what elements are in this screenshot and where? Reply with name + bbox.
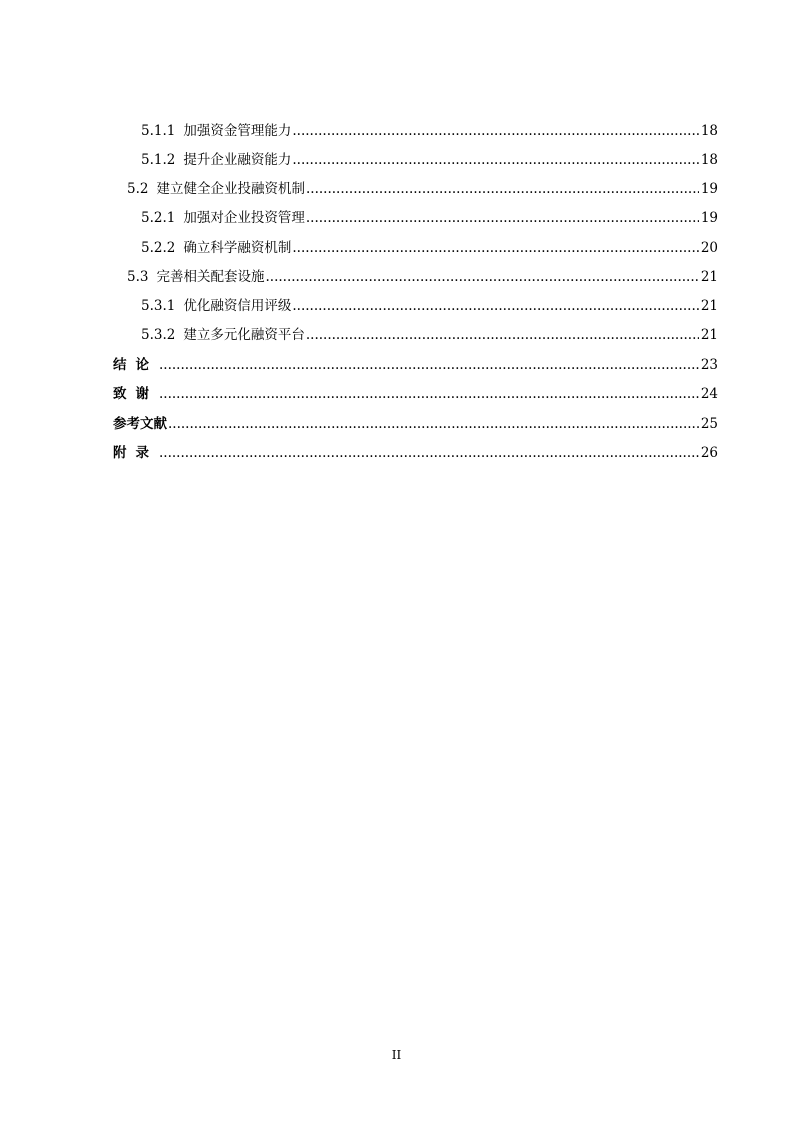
toc-entry-page: 25 [700,416,718,432]
toc-entry-page: 26 [700,445,718,461]
dot-leader [159,443,699,463]
toc-entry-number: 5.2.2 [141,240,176,256]
toc-entry-page: 19 [700,210,718,226]
toc-entry-5-3[interactable] [127,267,718,287]
toc-entry-title: 优化融资信用评级 [183,298,292,314]
toc-entry-5-2-2[interactable] [141,238,718,258]
dot-leader [159,355,699,375]
toc-entry-page: 21 [700,269,718,285]
toc-entry-title: 附录 [113,445,158,461]
toc-entry-5-2-1[interactable] [141,208,718,228]
toc-entry-5-2[interactable] [127,179,718,199]
toc-entry-title: 加强对企业投资管理 [183,210,305,226]
dot-leader [306,179,699,199]
toc-entry-page: 23 [700,357,718,373]
toc-entry-acknowledgements[interactable] [113,384,718,404]
toc-entry-page: 18 [700,123,718,139]
toc-entry-5-1-2[interactable] [141,150,718,170]
toc-entry-number: 5.1.1 [141,123,176,139]
toc-entry-title: 建立多元化融资平台 [183,327,305,343]
dot-leader [306,208,699,228]
toc-entry-page: 21 [700,298,718,314]
toc-entry-page: 19 [700,181,718,197]
toc-entry-number: 5.3.1 [141,298,176,314]
toc-entry-title: 结论 [113,357,158,373]
toc-entry-references[interactable] [113,414,718,434]
toc-entry-page: 18 [700,152,718,168]
dot-leader [292,121,698,141]
toc-entry-appendix[interactable] [113,443,718,463]
dot-leader [265,267,698,287]
dot-leader [168,414,699,434]
toc-entry-page: 24 [700,386,718,402]
toc-entry-conclusion[interactable] [113,355,718,375]
dot-leader [159,384,699,404]
toc-entry-title: 提升企业融资能力 [183,152,292,168]
toc-entry-number: 5.2 [127,181,149,197]
toc-entry-title: 确立科学融资机制 [183,240,292,256]
toc-entry-page: 21 [700,327,718,343]
toc-entry-number: 5.3.2 [141,327,176,343]
toc-entry-number: 5.1.2 [141,152,176,168]
toc-entry-title: 建立健全企业投融资机制 [156,181,305,197]
toc-entry-page: 20 [700,240,718,256]
toc-entry-title: 参考文献 [113,416,167,432]
toc-entry-5-3-2[interactable] [141,325,718,345]
toc-entry-title: 加强资金管理能力 [183,123,292,139]
dot-leader [306,325,699,345]
toc-entry-5-1-1[interactable] [141,121,718,141]
toc-entry-5-3-1[interactable] [141,296,718,316]
dot-leader [292,238,698,258]
toc-entry-number: 5.2.1 [141,210,176,226]
toc-entry-title: 致谢 [113,386,158,402]
footer-page-number: II [391,1048,402,1062]
toc-entry-title: 完善相关配套设施 [156,269,265,285]
dot-leader [292,150,698,170]
toc-entry-number: 5.3 [127,269,149,285]
dot-leader [292,296,698,316]
